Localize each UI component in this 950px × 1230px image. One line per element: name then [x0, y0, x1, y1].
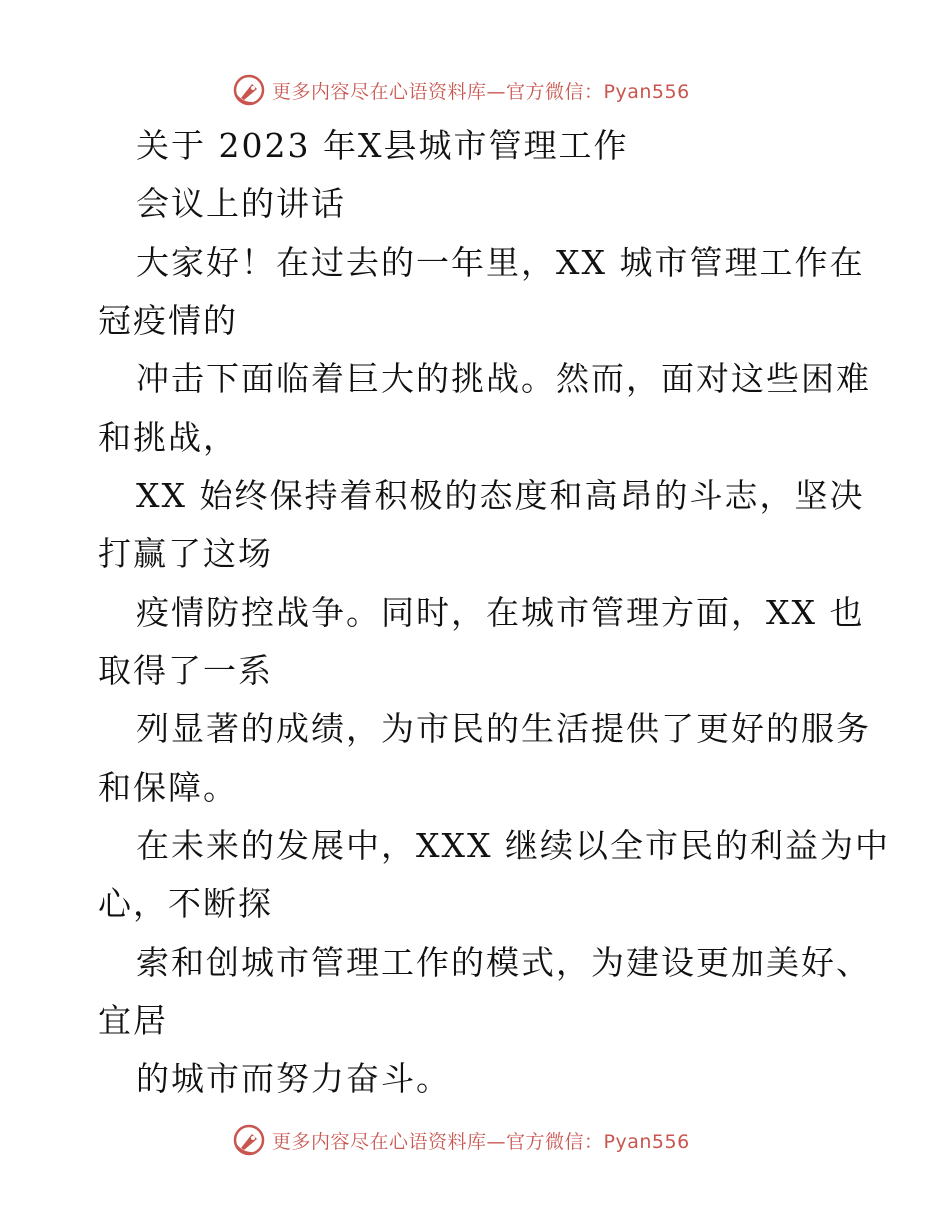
pen-nib-icon: [232, 1123, 266, 1157]
paragraph-line: 冠疫情的: [98, 301, 238, 340]
paragraph-line: 取得了一系: [98, 651, 273, 690]
paragraph-line: 列显著的成绩，为市民的生活提供了更好的服务: [136, 709, 871, 748]
paragraph-line: 疫情防控战争。同时，在城市管理方面，XX 也: [136, 593, 865, 632]
paragraph-line: 宜居: [98, 1001, 168, 1040]
paragraph-line: 打赢了这场: [98, 534, 273, 573]
watermark-text: 更多内容尽在心语资料库—官方微信：Pyan556: [272, 1130, 690, 1153]
paragraph-line: 冲击下面临着巨大的挑战。然而，面对这些困难: [136, 359, 871, 398]
footer-watermark: [232, 1122, 690, 1158]
paragraph-line: 的城市而努力奋斗。: [136, 1059, 451, 1098]
paragraph-line: 大家好！在过去的一年里，XX 城市管理工作在: [136, 243, 865, 282]
watermark-text: 更多内容尽在心语资料库—官方微信：Pyan556: [272, 80, 690, 103]
paragraph-line: 在未来的发展中，XXX 继续以全市民的利益为中: [136, 826, 890, 865]
paragraph-line: 心，不断探: [98, 884, 273, 923]
paragraph-line: 和保障。: [98, 768, 238, 807]
document-title-line-1: 关于 2023 年X县城市管理工作: [136, 126, 629, 165]
paragraph-line: 和挑战，: [98, 418, 238, 457]
paragraph-line: XX 始终保持着积极的态度和高昂的斗志，坚决: [136, 476, 865, 515]
document-title-line-2: 会议上的讲话: [136, 184, 346, 223]
paragraph-line: 索和创城市管理工作的模式，为建设更加美好、: [136, 943, 871, 982]
